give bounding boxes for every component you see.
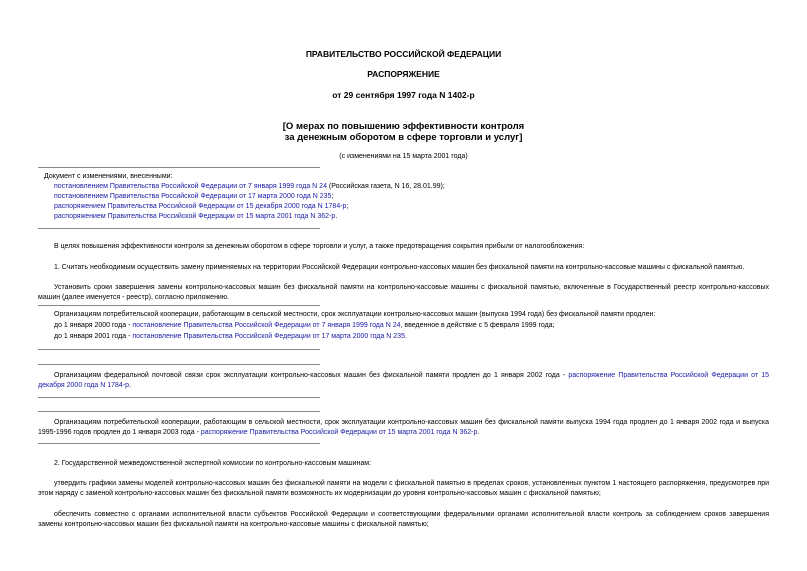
- amendment-link[interactable]: постановление Правительства Российской Федерации от 7 января 1999 года N 24: [132, 322, 401, 329]
- deadline-paragraph: Установить сроки завершения замены контрольно-кассовых машин без фискальной памяти на контрольно-кассовые машины с фискальной памятью, включенные в Государственный реестр контрольно-кассовых машин (далее именуется - реестр), согласно приложению.: [38, 284, 769, 301]
- document-date: от 29 сентября 1997 года N 1402-р: [332, 90, 475, 100]
- amendments-intro: Документ с изменениями, внесенными:: [44, 173, 173, 180]
- document-title-line2: за денежным оборотом в сфере торговли и услуг]: [284, 132, 523, 143]
- amendment-link[interactable]: распоряжением Правительства Российской Федерации от 15 марта 2001 года N 362-р: [54, 213, 336, 220]
- amendment-link[interactable]: постановление Правительства Российской Федерации от 17 марта 2000 года N 235: [132, 333, 405, 340]
- document-type: РАСПОРЯЖЕНИЕ: [367, 69, 440, 79]
- note-consumer-coop-2001: до 1 января 2001 года - постановление Правительства Российской Федерации от 17 марта 2000 года N 235.: [54, 333, 407, 340]
- amendment-link[interactable]: постановлением Правительства Российской Федерации от 7 января 1999 года N 24: [54, 183, 327, 190]
- amendment-item: постановлением Правительства Российской Федерации от 17 марта 2000 года N 235;: [54, 193, 334, 200]
- note-postal: Организациям федеральной почтовой связи срок эксплуатации контрольно-кассовых машин без фискальной памяти продлен до 1 января 2002 года - распоряжение Правительства Российской Федерации от 15 декабря 2000 года N 1784-р.: [38, 372, 769, 389]
- divider: [38, 349, 320, 350]
- amendment-item: постановлением Правительства Российской Федерации от 7 января 1999 года N 24 (Российская газета, N 16, 28.01.99);: [54, 183, 445, 190]
- amendment-link[interactable]: распоряжение Правительства Российской Федерации от 15 марта 2001 года N 362-р: [200, 429, 478, 436]
- government-heading: ПРАВИТЕЛЬСТВО РОССИЙСКОЙ ФЕДЕРАЦИИ: [305, 49, 502, 59]
- paragraph-2: 2. Государственной межведомственной экспертной комиссии по контрольно-кассовым машинам:: [54, 460, 372, 467]
- divider: [38, 364, 320, 365]
- amendment-item: распоряжением Правительства Российской Федерации от 15 марта 2001 года N 362-р.: [54, 213, 338, 220]
- note-consumer-coop-2000: до 1 января 2000 года - постановление Правительства Российской Федерации от 7 января 1999 года N 24, введенное в действие с 5 февраля 1999 года;: [54, 322, 555, 329]
- amendment-link[interactable]: распоряжением Правительства Российской Федерации от 15 декабря 2000 года N 1784-р: [54, 203, 347, 210]
- amendment-item: распоряжением Правительства Российской Федерации от 15 декабря 2000 года N 1784-р;: [54, 203, 349, 210]
- note-consumer-coop-text: Организациям потребительской кооперации, работающим в сельской местности, срок эксплуатации контрольно-кассовых машин (выпуска 1994 года) без фискальной памяти продлен:: [54, 311, 656, 318]
- amendment-link[interactable]: распоряжение Правительства Российской Федерации от 15 декабря 2000 года N 1784-р: [38, 372, 769, 389]
- divider: [38, 443, 320, 444]
- divider: [38, 397, 320, 398]
- note-consumer-coop-2003: Организациям потребительской кооперации, работающим в сельской местности, срок эксплуатации контрольно-кассовых машин без фискальной памяти выпуска 1994 года продлен до 1 января 2002 года и выпуска 1995-1996 годов продлен до 1 января 2003 года - распоряжение Правительства Российской Федерации от 15 марта 2001 года N 362-р.: [38, 419, 769, 436]
- paragraph-1: 1. Считать необходимым осуществить замену применяемых на территории Российской Федерации контрольно-кассовых машин без фискальной памяти на контрольно-кассовые машины с фискальной памятью.: [54, 264, 745, 271]
- changes-note: (с изменениями на 15 марта 2001 года): [339, 153, 468, 160]
- divider: [38, 305, 320, 306]
- divider: [38, 411, 320, 412]
- divider: [38, 167, 320, 168]
- paragraph-2a: утвердить графики замены моделей контрольно-кассовых машин без фискальной памяти на модели с фискальной памятью в пределах сроков, установленных пунктом 1 настоящего распоряжения, предусмотрев при этом наряду с заменой контрольно-кассовых машин без фискальной памяти возможность их модернизации до уровня контрольно-кассовых машин с фискальной памятью;: [38, 480, 769, 497]
- preamble-paragraph: В целях повышения эффективности контроля за денежным оборотом в сфере торговли и услуг, а также предотвращения сокрытия прибыли от налогообложения:: [54, 243, 585, 250]
- paragraph-2b: обеспечить совместно с органами исполнительной власти субъектов Российской Федерации и соответствующими федеральными органами исполнительной власти контроль за соблюдением сроков завершения замены контрольно-кассовых машин без фискальной памяти на контрольно-кассовые машины с фискальной памятью;: [38, 511, 769, 528]
- document-title-line1: [О мерах по повышению эффективности контроля: [282, 121, 525, 132]
- amendment-link[interactable]: постановлением Правительства Российской Федерации от 17 марта 2000 года N 235: [54, 193, 332, 200]
- divider: [38, 228, 320, 229]
